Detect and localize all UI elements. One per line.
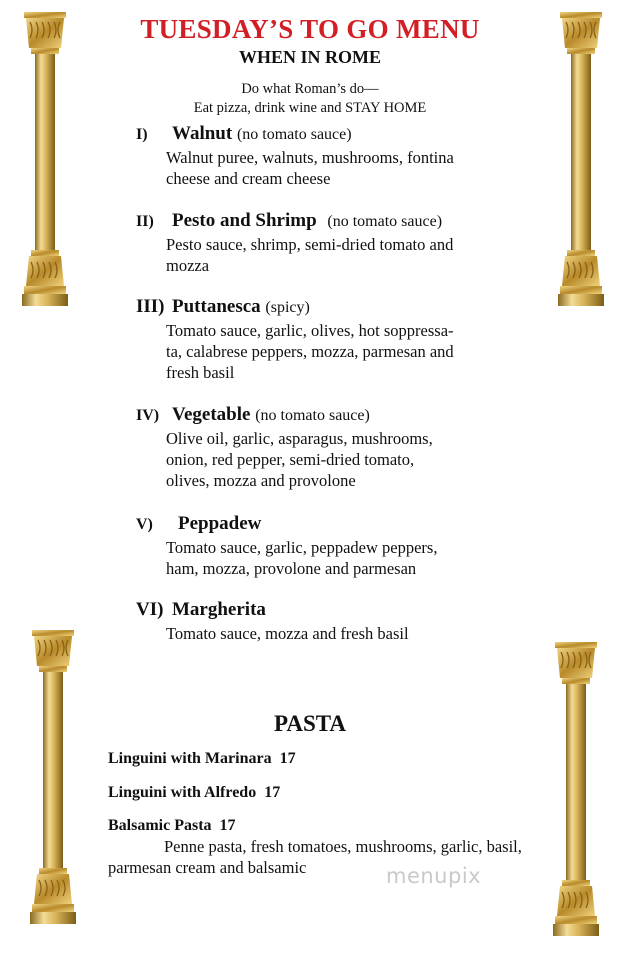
watermark-text: menupix	[386, 864, 482, 888]
pasta-item-price: 17	[264, 784, 281, 801]
tagline	[0, 80, 620, 118]
menu-item	[136, 513, 516, 579]
item-numeral: IV)	[136, 407, 160, 424]
item-description	[136, 623, 516, 644]
pasta-item-price: 17	[279, 750, 296, 767]
pasta-item-name: Balsamic Pasta	[108, 817, 212, 834]
desc-line: ham, mozza, provolone and parmesan	[166, 559, 417, 578]
menu-item	[136, 123, 516, 189]
menu-item	[136, 210, 516, 276]
desc-line: olives, mozza and provolone	[166, 471, 356, 490]
item-note: (spicy)	[265, 299, 310, 316]
desc-line: Olive oil, garlic, asparagus, mushrooms,	[166, 429, 433, 448]
desc-line: mozza	[166, 256, 210, 275]
item-description	[136, 320, 516, 383]
item-name: Margherita	[172, 599, 266, 620]
pasta-item-price: 17	[219, 817, 236, 834]
tagline-line: Do what Roman’s do—	[241, 81, 379, 97]
item-name: Vegetable	[172, 404, 251, 425]
pasta-item	[108, 784, 280, 802]
item-numeral: I)	[136, 126, 148, 143]
item-name: Walnut	[172, 123, 233, 144]
item-note: (no tomato sauce)	[327, 213, 443, 230]
menu-subtitle: WHEN IN ROME	[238, 47, 381, 67]
item-numeral: VI)	[136, 599, 164, 620]
gold-column-icon	[30, 630, 76, 924]
item-name: Puttanesca	[172, 296, 261, 317]
desc-line: fresh basil	[166, 363, 235, 382]
desc-line: Tomato sauce, garlic, peppadew peppers,	[166, 538, 438, 557]
pasta-item	[108, 750, 296, 768]
item-numeral: II)	[136, 213, 154, 230]
pasta-item-name: Linguini with Marinara	[108, 750, 272, 767]
desc-line: ta, calabrese peppers, mozza, parmesan and	[166, 342, 454, 361]
desc-line: cheese and cream cheese	[166, 169, 331, 188]
pasta-heading: PASTA	[274, 711, 346, 736]
item-description	[136, 234, 516, 276]
item-note: (no tomato sauce)	[236, 126, 352, 143]
item-numeral: III)	[136, 296, 165, 317]
item-description	[136, 147, 516, 189]
desc-line: Walnut puree, walnuts, mushrooms, fontina	[166, 148, 454, 167]
gold-column-icon	[553, 642, 599, 936]
item-description	[136, 537, 516, 579]
tagline-line: Eat pizza, drink wine and STAY HOME	[193, 100, 427, 116]
item-name: Pesto and Shrimp	[172, 210, 317, 231]
desc-line: Pesto sauce, shrimp, semi-dried tomato and	[166, 235, 454, 254]
menu-item	[136, 404, 516, 491]
item-description	[136, 428, 516, 491]
item-note: (no tomato sauce)	[255, 407, 370, 424]
menu-item	[136, 296, 516, 383]
pasta-item	[108, 817, 236, 835]
item-name: Peppadew	[178, 513, 262, 534]
item-numeral: V)	[136, 516, 153, 533]
desc-line: Tomato sauce, mozza and fresh basil	[166, 624, 409, 643]
menu-title: TUESDAY’S TO GO MENU	[140, 14, 480, 44]
pasta-item-description: Penne pasta, fresh tomatoes, mushrooms, garlic, basil, parmesan cream and balsamic	[108, 837, 522, 877]
desc-line: Tomato sauce, garlic, olives, hot soppressa-	[166, 321, 454, 340]
desc-line: onion, red pepper, semi-dried tomato,	[166, 450, 415, 469]
menu-item	[136, 599, 516, 644]
pasta-item-name: Linguini with Alfredo	[108, 784, 257, 801]
